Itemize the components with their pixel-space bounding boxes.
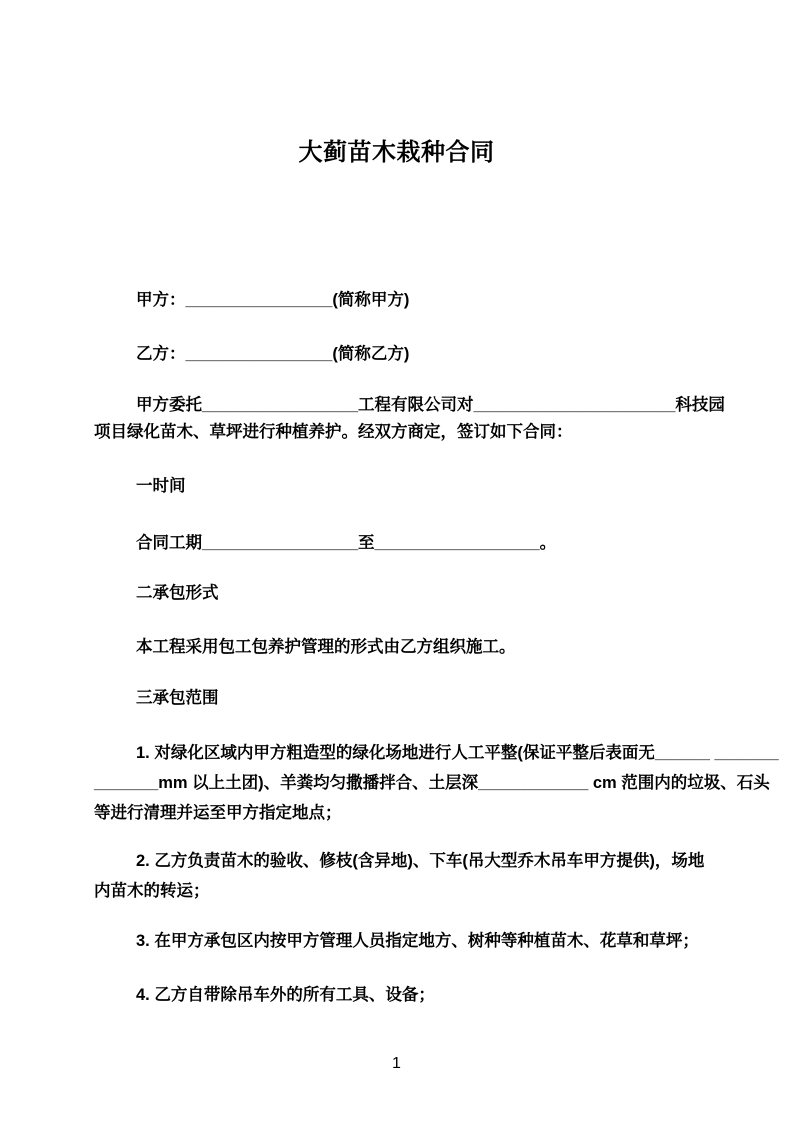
scope-item-1-line-3: 等进行清理并运至甲方指定地点； (94, 804, 342, 822)
contract-duration-blank-line: 合同工期_________________至__________________。 (136, 534, 557, 552)
page-number: 1 (392, 1055, 401, 1072)
scope-item-2-line-1: 2. 乙方负责苗木的验收、修枝(含异地)、下车(吊大型乔木吊车甲方提供)，场地 (136, 852, 705, 870)
intro-paragraph-line-2: 项目绿化苗木、草坪进行种植养护。经双方商定，签订如下合同： (94, 423, 573, 441)
contract-title: 大蓟苗木栽种合同 (298, 139, 495, 166)
intro-paragraph-line-1: 甲方委托_________________工程有限公司对______________________科技园 (136, 396, 725, 414)
scope-item-2-line-2: 内苗木的转运； (94, 882, 210, 900)
section-3-heading-contract-scope: 三承包范围 (136, 689, 219, 707)
party-b-blank-line: 乙方：________________(简称乙方) (136, 345, 410, 363)
section-2-body: 本工程采用包工包养护管理的形式由乙方组织施工。 (136, 638, 516, 656)
section-2-heading-contract-form: 二承包形式 (136, 584, 219, 602)
scope-item-1-line-1: 1. 对绿化区域内甲方粗造型的绿化场地进行人工平整(保证平整后表面无______ _______ (136, 744, 779, 762)
party-a-blank-line: 甲方：________________(简称甲方) (136, 291, 410, 309)
section-1-heading-time: 一时间 (136, 477, 186, 495)
scope-item-1-line-2: _______mm 以上土团)、羊粪均匀撒播拌合、土层深____________ cm 范围内的垃圾、石头 (94, 774, 770, 792)
scope-item-3: 3. 在甲方承包区内按甲方管理人员指定地方、树种等种植苗木、花草和草坪； (136, 932, 699, 950)
scope-item-4: 4. 乙方自带除吊车外的所有工具、设备； (136, 986, 435, 1004)
